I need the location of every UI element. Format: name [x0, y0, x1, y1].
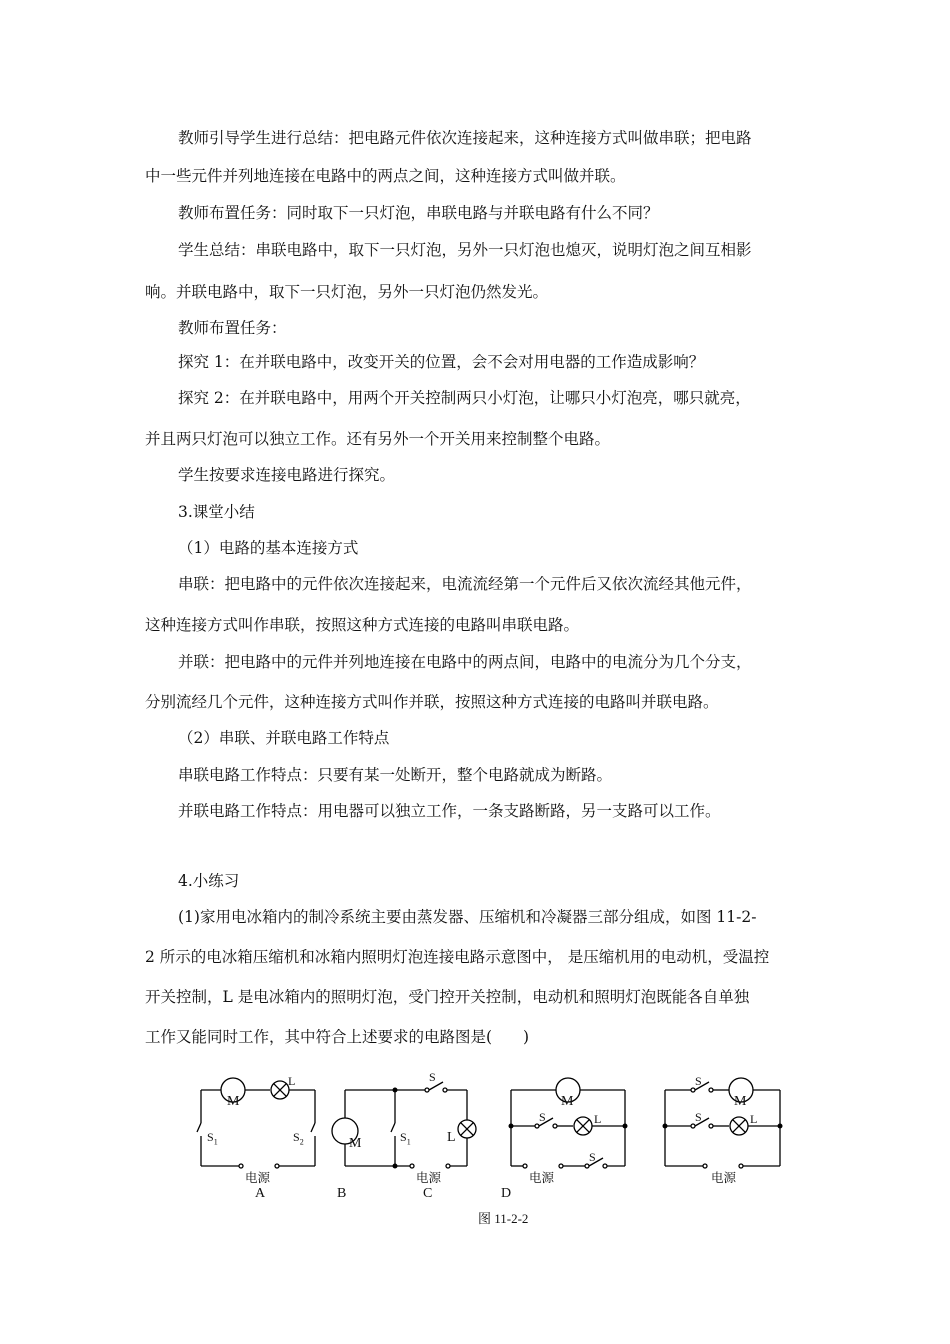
paragraph-line: 并联：把电路中的元件并列地连接在电路中的两点间，电路中的电流分为几个分支， — [178, 653, 752, 671]
option-label-a: A — [255, 1186, 266, 1201]
paragraph-line: 串联电路工作特点：只要有某一处断开，整个电路就成为断路。 — [178, 766, 613, 784]
motor-label: M — [561, 1094, 574, 1109]
option-label-c: C — [423, 1186, 433, 1201]
paragraph-line: 学生按要求连接电路进行探究。 — [178, 466, 396, 484]
lamp-label: L — [288, 1074, 296, 1088]
switch-label: $S_1$ — [207, 1130, 218, 1147]
paragraph-line: 并且两只灯泡可以独立工作。还有另外一个开关用来控制整个电路。 — [145, 430, 611, 448]
subsection-heading: （1）电路的基本连接方式 — [178, 539, 359, 557]
paragraph-line: 开关控制，L 是电冰箱内的照明灯泡，受门控开关控制，电动机和照明灯泡既能各自单独 — [145, 988, 750, 1006]
paragraph-line: 中一些元件并列地连接在电路中的两点之间，这种连接方式叫做并联。 — [145, 167, 626, 185]
circuit-d — [665, 1078, 780, 1168]
circuit-c — [511, 1078, 625, 1168]
subsection-heading: （2）串联、并联电路工作特点 — [178, 729, 390, 747]
power-source-label: 电源 — [245, 1170, 271, 1185]
option-label-d: D — [501, 1186, 512, 1201]
switch-label: S — [589, 1150, 596, 1164]
paragraph-line: 工作又能同时工作，其中符合上述要求的电路图是( ) — [145, 1028, 530, 1046]
switch-label: S — [695, 1074, 702, 1088]
paragraph-line: 教师布置任务：同时取下一只灯泡，串联电路与并联电路有什么不同？ — [178, 204, 659, 222]
power-source-label: 电源 — [711, 1170, 737, 1185]
paragraph-line: (1)家用电冰箱内的制冷系统主要由蒸发器、压缩机和冷凝器三部分组成，如图 11-2- — [178, 908, 757, 926]
circuit-a — [197, 1078, 315, 1168]
paragraph-line: 教师布置任务： — [178, 319, 287, 337]
motor-label: M — [349, 1136, 362, 1151]
power-source-label: 电源 — [416, 1170, 442, 1185]
section-heading: 3.课堂小结 — [178, 503, 255, 521]
lamp-label: L — [447, 1130, 456, 1145]
motor-label: M — [227, 1094, 240, 1109]
figure-caption: 图 11-2-2 — [478, 1211, 529, 1226]
circuit-figure — [185, 1068, 805, 1238]
switch-label: S — [695, 1110, 702, 1124]
lamp-label: L — [594, 1112, 602, 1126]
power-source-label: 电源 — [529, 1170, 555, 1185]
paragraph-line: 并联电路工作特点：用电器可以独立工作，一条支路断路，另一支路可以工作。 — [178, 802, 721, 820]
switch-label: $S_2$ — [293, 1130, 304, 1147]
paragraph-line: 探究 2：在并联电路中，用两个开关控制两只小灯泡，让哪只小灯泡亮，哪只就亮， — [178, 389, 751, 407]
switch-label: S — [539, 1110, 546, 1124]
paragraph-line: 探究 1：在并联电路中，改变开关的位置，会不会对用电器的工作造成影响？ — [178, 353, 705, 371]
section-heading: 4.小练习 — [178, 872, 240, 890]
paragraph-line: 2 所示的电冰箱压缩机和冰箱内照明灯泡连接电路示意图中， 是压缩机用的电动机，受温控 — [145, 948, 770, 966]
paragraph-line: 分别流经几个元件，这种连接方式叫作并联，按照这种方式连接的电路叫并联电路。 — [145, 693, 719, 711]
lamp-label: L — [750, 1112, 758, 1126]
switch-label: S — [429, 1070, 436, 1084]
circuit-b — [332, 1082, 476, 1168]
paragraph-line: 学生总结：串联电路中，取下一只灯泡，另外一只灯泡也熄灭，说明灯泡之间互相影 — [178, 241, 752, 259]
paragraph-line: 这种连接方式叫作串联，按照这种方式连接的电路叫串联电路。 — [145, 616, 580, 634]
motor-label: M — [734, 1094, 747, 1109]
switch-label: $S_1$ — [400, 1130, 411, 1147]
paragraph-line: 串联：把电路中的元件依次连接起来，电流流经第一个元件后又依次流经其他元件， — [178, 575, 752, 593]
paragraph-line: 教师引导学生进行总结：把电路元件依次连接起来，这种连接方式叫做串联；把电路 — [178, 129, 752, 147]
option-label-b: B — [337, 1186, 347, 1201]
paragraph-line: 响。并联电路中，取下一只灯泡，另外一只灯泡仍然发光。 — [145, 283, 549, 301]
